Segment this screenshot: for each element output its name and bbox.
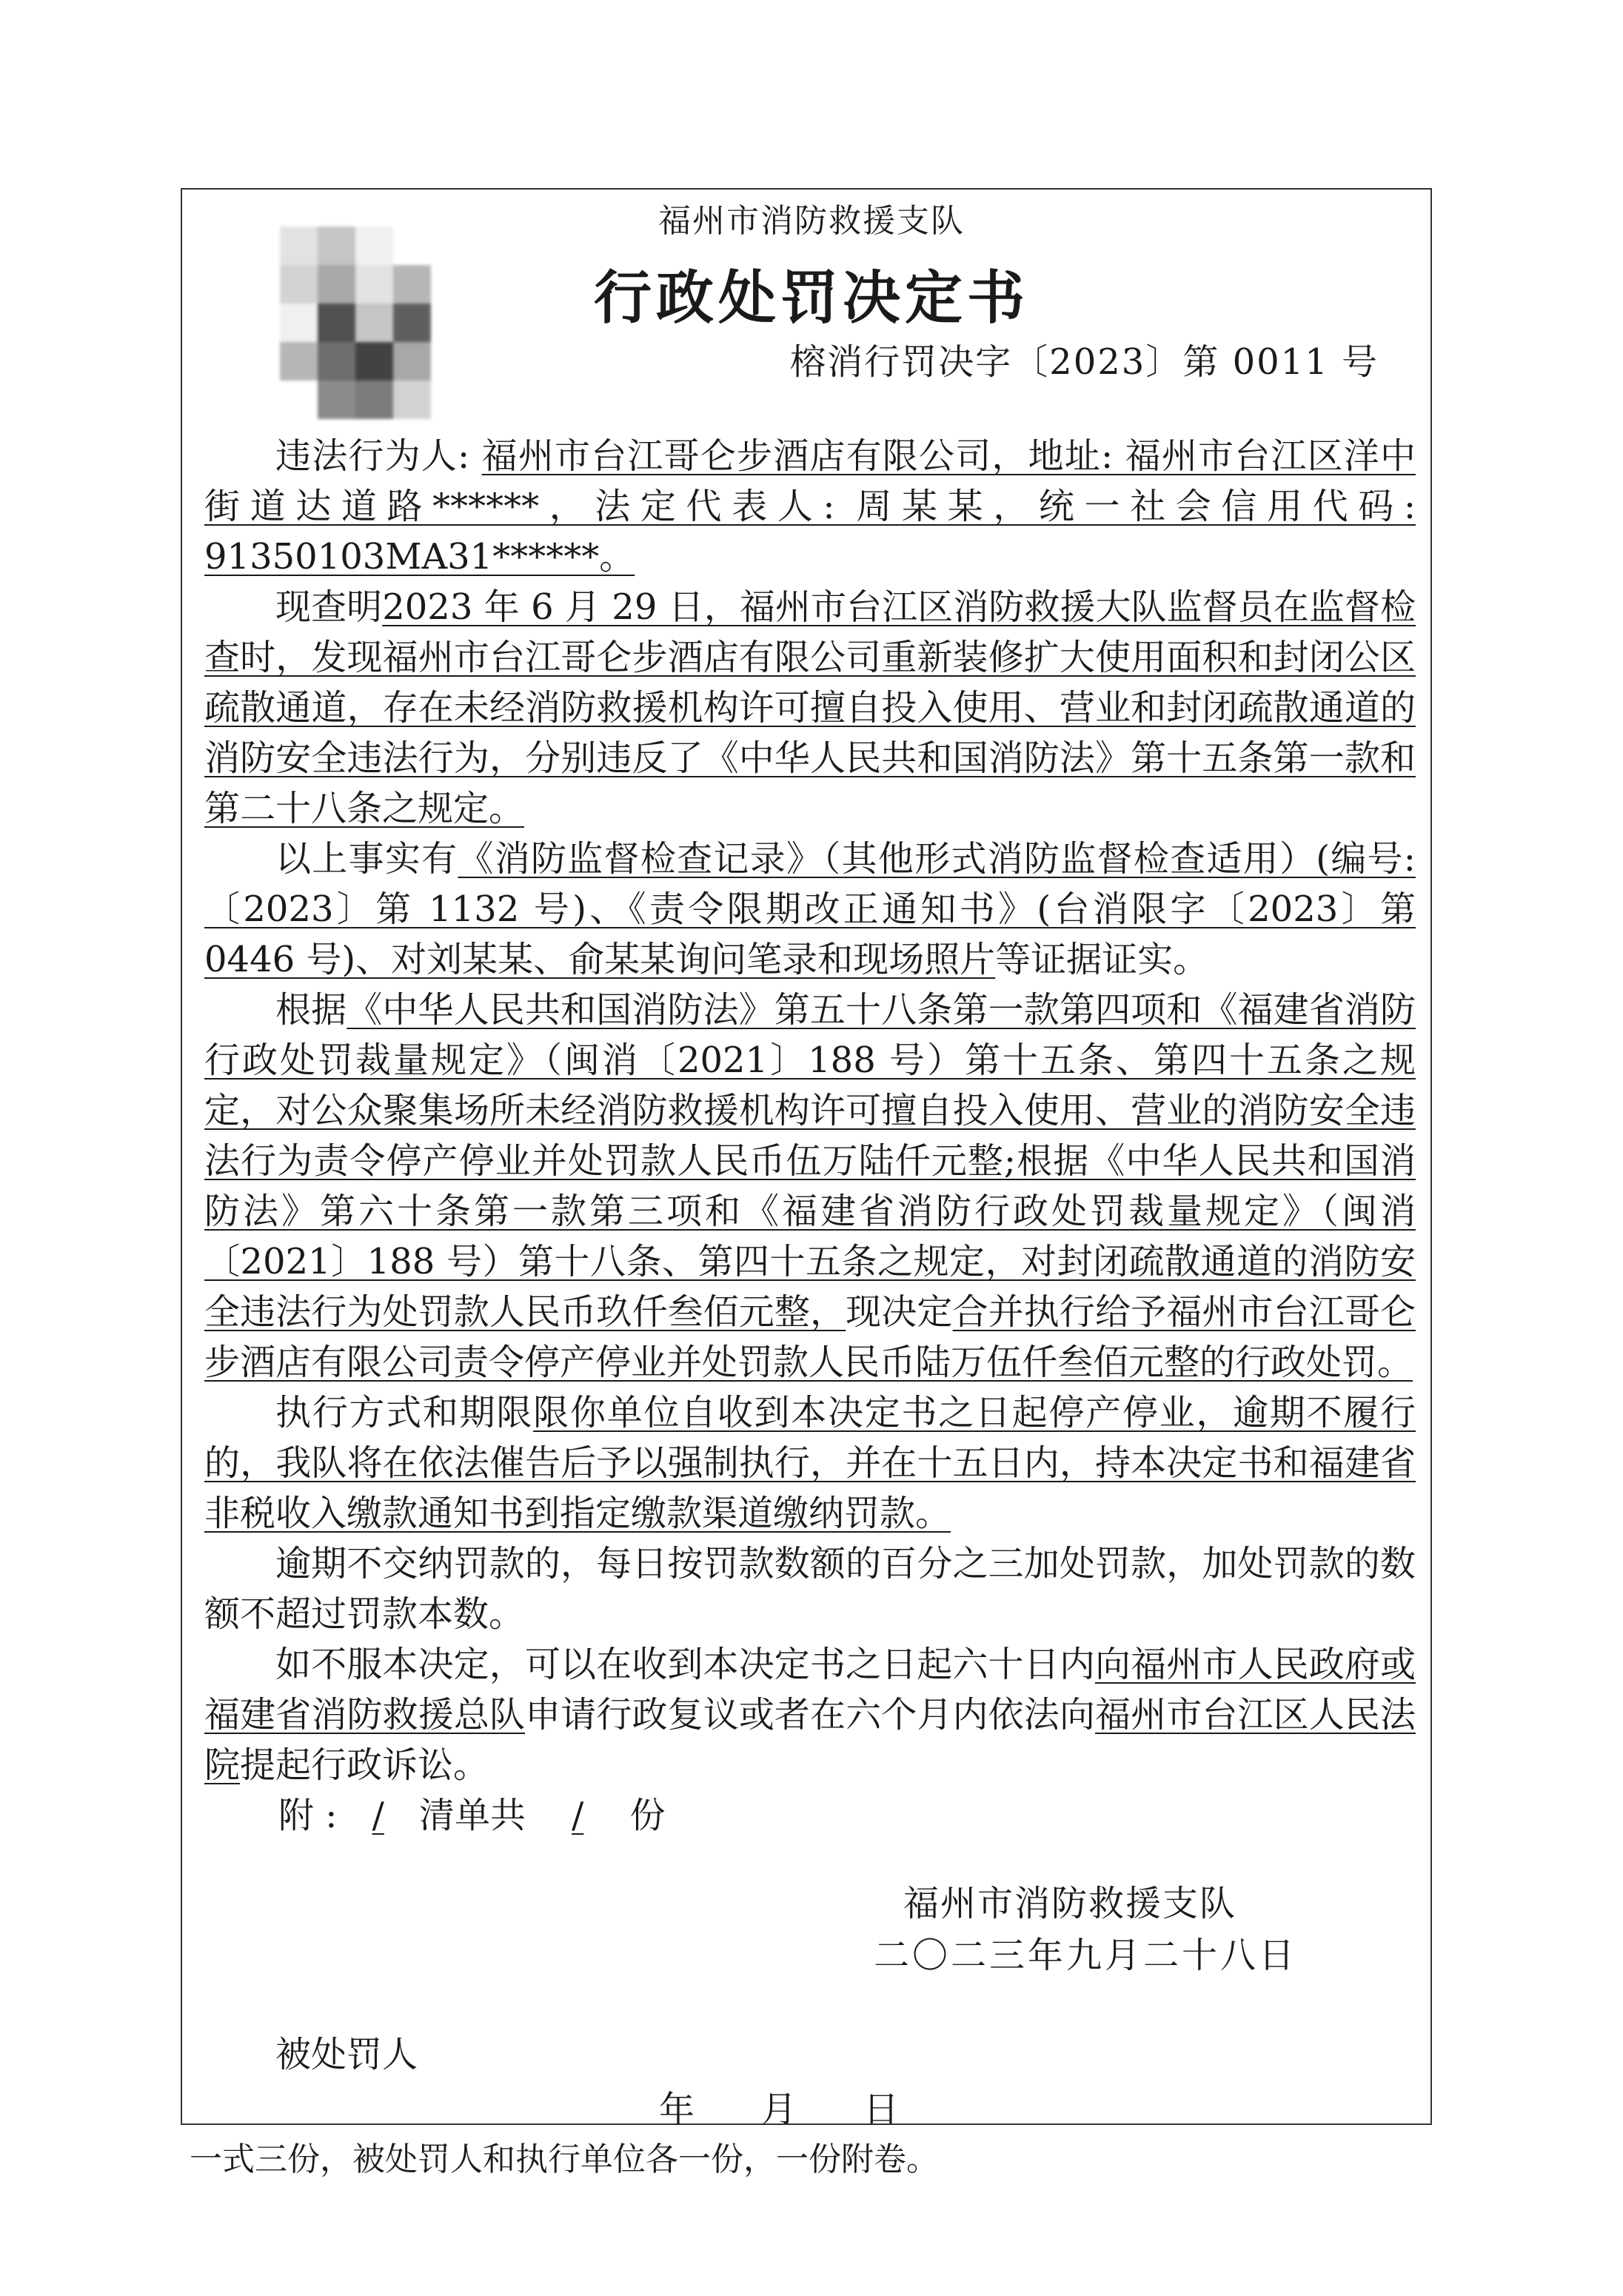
receipt-month: 月 bbox=[761, 2089, 797, 2130]
decision-label: 现决定 bbox=[846, 1291, 953, 1333]
paragraph-appeal bbox=[204, 1639, 1416, 1790]
paragraph-violator bbox=[204, 431, 1416, 582]
attachment-blank-1: / bbox=[372, 1795, 384, 1836]
violator-info: 福州市台江哥仑步酒店有限公司，地址: 福州市台江区洋中街道达道路******，法定代表人: 周某某，统一社会信用代码: 91350103MA31******。 bbox=[204, 435, 1416, 578]
appeal-court: 福州市台江区人民法院 bbox=[204, 1694, 1416, 1786]
issuing-org-header: 福州市消防救援支队 bbox=[658, 202, 965, 240]
copies-note: 一式三份，被处罚人和执行单位各一份，一份附卷。 bbox=[190, 2141, 939, 2178]
signature-date: 二〇二三年九月二十八日 bbox=[874, 1935, 1298, 1976]
paragraph-execution bbox=[204, 1388, 1416, 1539]
attachment-line bbox=[204, 1790, 1416, 1841]
attachment-unit: 份 bbox=[629, 1795, 666, 1836]
basis-label: 根据 bbox=[275, 989, 347, 1031]
findings-label: 现查明 bbox=[275, 586, 383, 628]
appeal-post: 提起行政诉讼。 bbox=[240, 1744, 489, 1786]
penalized-party-label: 被处罚人 bbox=[275, 2034, 418, 2075]
violator-label: 违法行为人: bbox=[275, 435, 470, 477]
attachment-blank-2: / bbox=[572, 1795, 584, 1836]
execution-label: 执行方式和期限 bbox=[275, 1392, 534, 1433]
document-number: 榕消行罚决字〔2023〕第 0011 号 bbox=[790, 341, 1379, 383]
signature-org: 福州市消防救援支队 bbox=[903, 1883, 1237, 1924]
decision-text: 合并执行给予福州市台江哥仑步酒店有限公司责令停产停业并处罚款人民币陆万伍仟叁佰元整的行政处罚。 bbox=[204, 1291, 1416, 1383]
evidence-text: 《消防监督检查记录》（其他形式消防监督检查适用）(编号:〔2023〕第 1132 号)、《责令限期改正通知书》(台消限字〔2023〕第 0446 号)、对刘某某、俞某某询问笔录和现场照片 bbox=[204, 838, 1416, 980]
attachment-label: 附 : bbox=[278, 1795, 338, 1836]
document-title: 行政处罚决定书 bbox=[593, 264, 1029, 332]
attachment-mid: 清单共 bbox=[418, 1795, 526, 1836]
appeal-mid: 申请行政复议或者在六个月内依法向 bbox=[525, 1694, 1096, 1736]
evidence-suffix: 等证据证实。 bbox=[995, 939, 1209, 980]
paragraph-legal-basis bbox=[204, 985, 1416, 1388]
document-body bbox=[204, 431, 1416, 1841]
receipt-date-line bbox=[659, 2081, 966, 2132]
appeal-agency: 向福州市人民政府或福建省消防救援总队 bbox=[204, 1644, 1416, 1736]
execution-text: 限你单位自收到本决定书之日起停产停业，逾期不履行的，我队将在依法催告后予以强制执行，并在十五日内，持本决定书和福建省非税收入缴款通知书到指定缴款渠道缴纳罚款。 bbox=[204, 1392, 1416, 1534]
paragraph-findings bbox=[204, 582, 1416, 834]
findings-text: 2023 年 6 月 29 日，福州市台江区消防救援大队监督员在监督检查时，发现福州市台江哥仑步酒店有限公司重新装修扩大使用面积和封闭公区疏散通道，存在未经消防救援机构许可擅自投入使用、营业和封闭疏散通道的消防安全违法行为，分别违反了《中华人民共和国消防法》第十五条第一款和第二十八条之规定。 bbox=[204, 586, 1416, 829]
paragraph-late-fee: 逾期不交纳罚款的，每日按罚款数额的百分之三加处罚款，加处罚款的数额不超过罚款本数。 bbox=[204, 1543, 1416, 1635]
appeal-pre: 如不服本决定，可以在收到本决定书之日起六十日内 bbox=[275, 1644, 1095, 1685]
receipt-day: 日 bbox=[863, 2089, 900, 2130]
paragraph-evidence bbox=[204, 834, 1416, 985]
receipt-year: 年 bbox=[659, 2089, 695, 2130]
evidence-label: 以上事实有 bbox=[275, 838, 458, 880]
basis-text: 《中华人民共和国消防法》第五十八条第一款第四项和《福建省消防行政处罚裁量规定》（闽消〔2021〕188 号）第十五条、第四十五条之规定，对公众聚集场所未经消防救援机构许可擅自投入使用、营业的消防安全违法行为责令停产停业并处罚款人民币伍万陆仟元整;根据《中华人民共和国消防法》第六十条第一款第三项和《福建省消防行政处罚裁量规定》（闽消〔2021〕188 号）第十八条、第四十五条之规定，对封闭疏散通道的消防安全违法行为处罚款人民币玖仟叁佰元整， bbox=[204, 989, 1416, 1333]
